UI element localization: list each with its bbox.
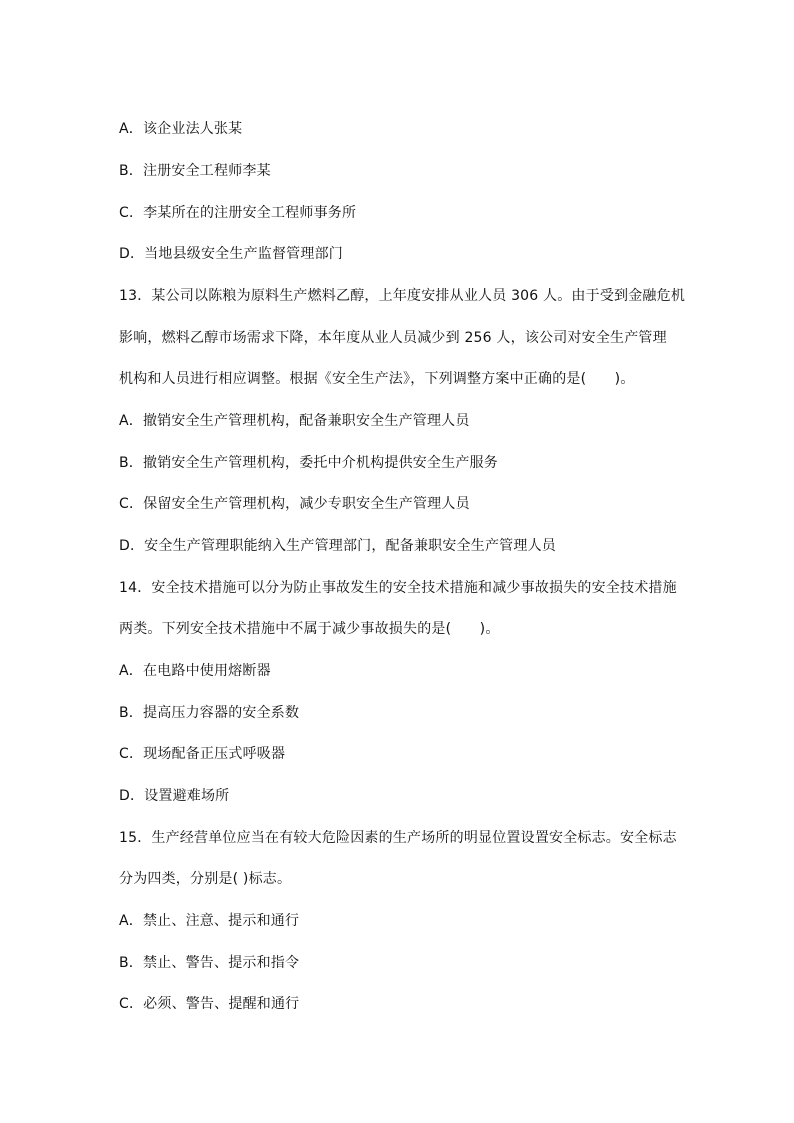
q14-option-b: B．提高压力容器的安全系数: [119, 705, 300, 721]
q14-stem-line-2: 两类。下列安全技术措施中不属于减少事故损失的是( )。: [119, 621, 500, 637]
q13-stem-line-3: 机构和人员进行相应调整。根据《安全生产法》，下列调整方案中正确的是( )。: [119, 371, 635, 387]
q13-stem-line-2: 影响，燃料乙醇市场需求下降，本年度从业人员减少到 256 人，该公司对安全生产管理: [119, 330, 667, 346]
q12-option-b: B．注册安全工程师李某: [119, 163, 271, 179]
q14-option-a: A．在电路中使用熔断器: [119, 663, 271, 679]
q15-stem-line-1: 15．生产经营单位应当在有较大危险因素的生产场所的明显位置设置安全标志。安全标志: [119, 830, 677, 846]
q15-stem-line-2: 分为四类，分别是( )标志。: [119, 871, 292, 887]
q12-option-a: A．该企业法人张某: [119, 121, 243, 137]
q15-option-a: A．禁止、注意、提示和通行: [119, 913, 300, 929]
q13-option-d: D．安全生产管理职能纳入生产管理部门，配备兼职安全生产管理人员: [119, 538, 556, 554]
q12-option-c: C．李某所在的注册安全工程师事务所: [119, 205, 357, 221]
q13-option-c: C．保留安全生产管理机构，减少专职安全生产管理人员: [119, 496, 470, 512]
q13-option-a: A．撤销安全生产管理机构，配备兼职安全生产管理人员: [119, 413, 470, 429]
q14-option-d: D．设置避难场所: [119, 788, 230, 804]
q13-option-b: B．撤销安全生产管理机构，委托中介机构提供安全生产服务: [119, 455, 499, 471]
q15-option-c: C．必须、警告、提醒和通行: [119, 996, 300, 1012]
q13-stem-line-1: 13．某公司以陈粮为原料生产燃料乙醇，上年度安排从业人员 306 人。由于受到金融危机: [119, 288, 686, 304]
q15-option-b: B．禁止、警告、提示和指令: [119, 955, 300, 971]
q12-option-d: D．当地县级安全生产监督管理部门: [119, 246, 343, 262]
q14-option-c: C．现场配备正压式呼吸器: [119, 746, 286, 762]
q14-stem-line-1: 14．安全技术措施可以分为防止事故发生的安全技术措施和减少事故损失的安全技术措施: [119, 580, 677, 596]
